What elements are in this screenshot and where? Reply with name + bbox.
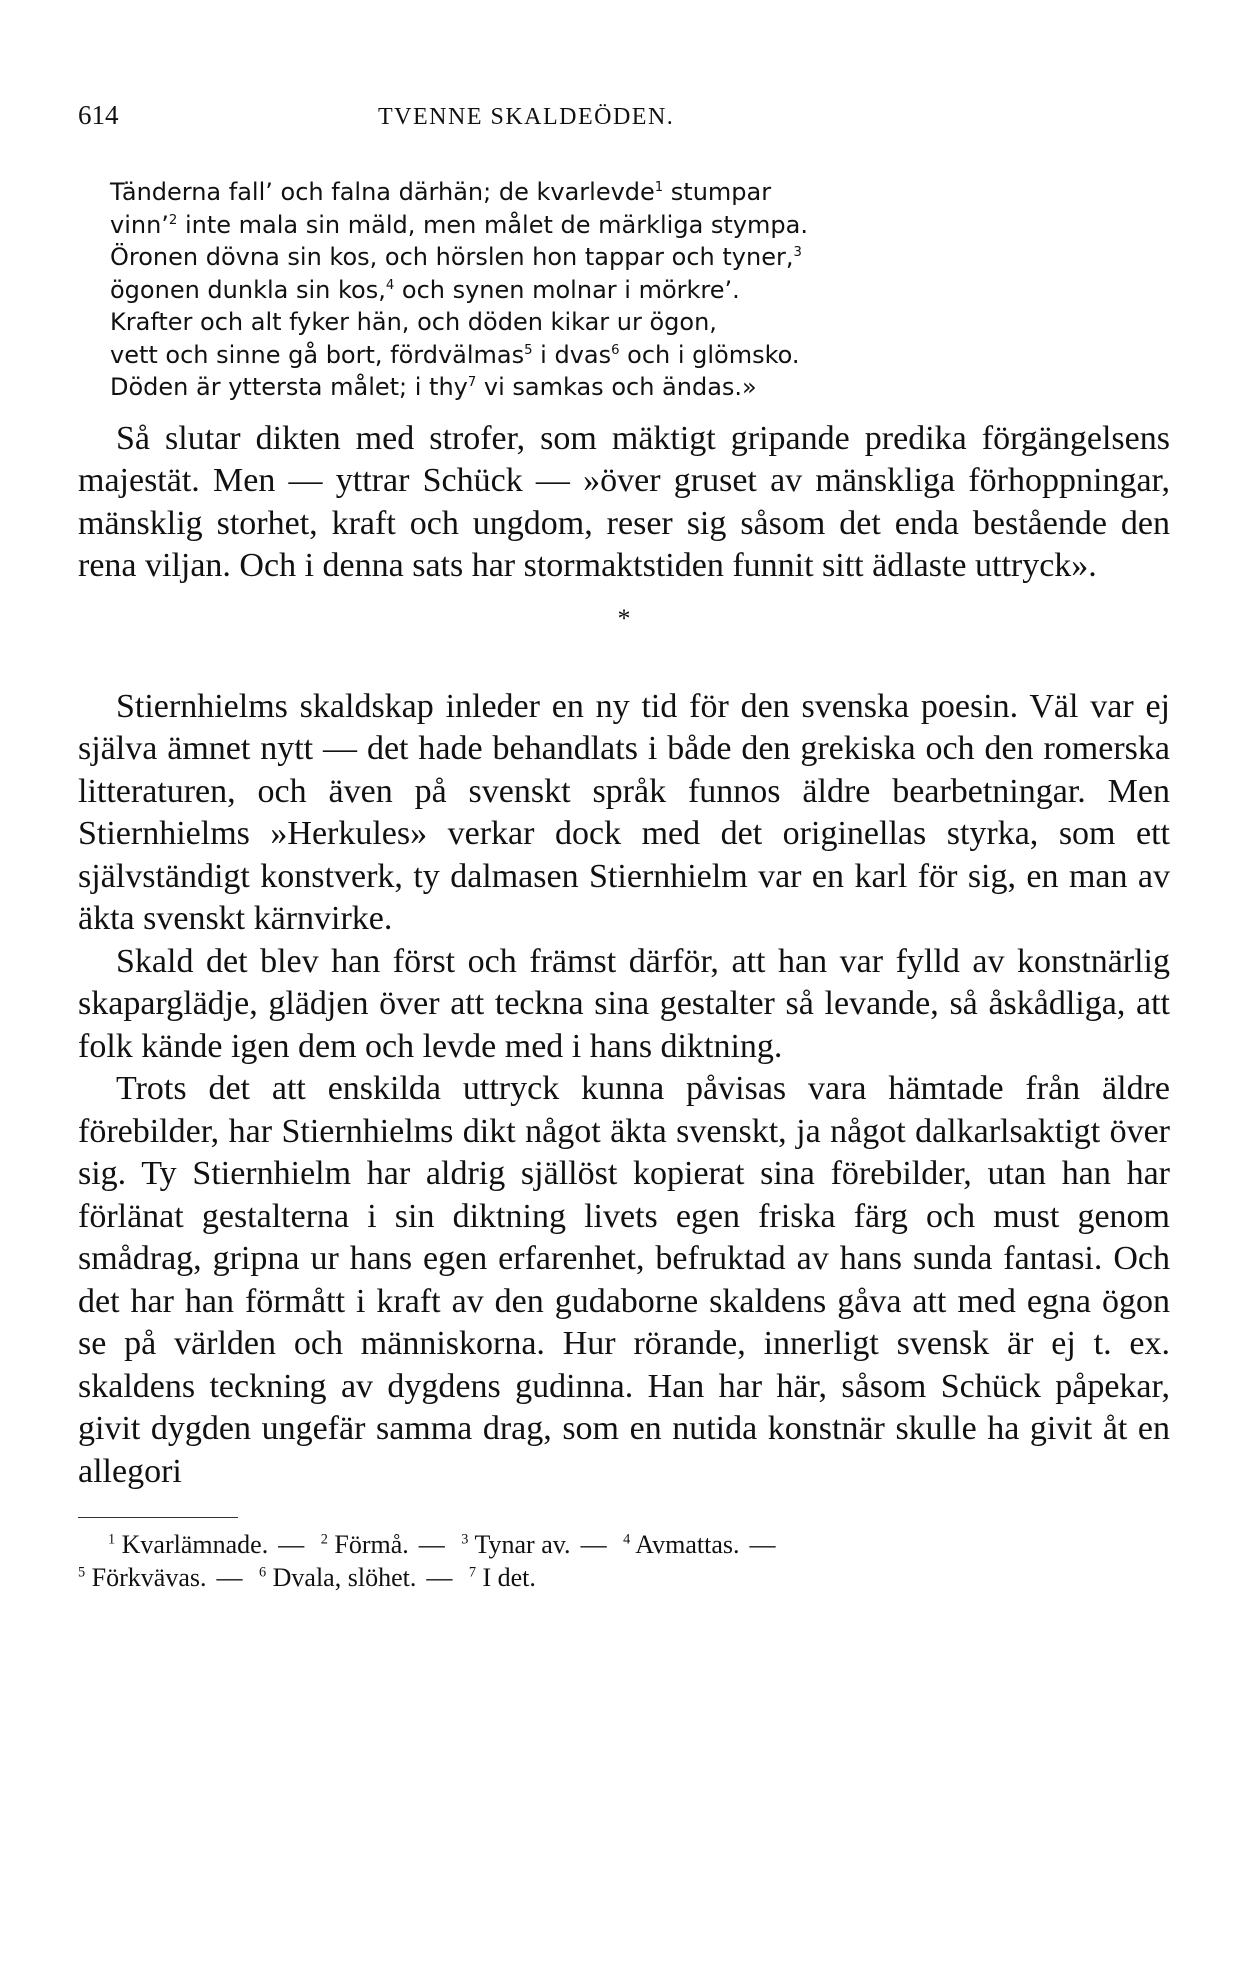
footnote-ref: 5 <box>524 342 533 358</box>
footnote-text: Avmattas. <box>635 1530 740 1559</box>
footnote-ref: 3 <box>793 245 802 260</box>
poem-line: Öronen dövna sin kos, och hörslen hon tappar och tyner,$^3$ <box>110 243 802 271</box>
footnote-ref: 2 <box>168 212 178 228</box>
poem-line: vinn’$^2$ inte mala sin mäld, men målet de märkliga stympa. <box>110 210 808 239</box>
section-separator-asterisk: * <box>617 603 631 633</box>
paragraph: Så slutar dikten med strofer, som mäktigt gripande predika förgängelsens majestät. Men — yttrar Schück — »över gruset av mänskliga förhoppningar, mänsklig storhet, kraft och ungdom, reser sig såsom det enda bestående den rena viljan. Och i denna sats har stormaktstiden funnit sitt ädlaste uttryck». <box>78 419 1170 584</box>
footnotes <box>78 1528 1170 1594</box>
footnote-dash: — <box>278 1530 305 1559</box>
footnote-text: Dvala, slöhet. <box>272 1563 417 1592</box>
footnote-ref: 6 <box>611 342 620 358</box>
paragraph: Trots det att enskilda uttryck kunna påvisas vara hämtade från äldre förebilder, har Stiernhielms dikt något äkta svenskt, ja något dalkarlsaktigt över sig. Ty Stiernhielm har aldrig själlöst kopierat sina förebilder, utan han har förlänat gestalterna i sin diktning livets egen friska färg och must genom smådrag, gripna ur hans egen erfarenhet, befruktad av hans sunda fantasi. Och det har han förmått i kraft av den gudaborne skaldens gåva att med egna ögon se på världen och människorna. Hur rörande, innerligt svensk är ej t. ex. skaldens teckning av dygdens gudinna. Han har här, såsom Schück påpekar, givit dygden ungefär samma drag, som en nutida konstnär skulle ha givit åt en allegori <box>78 1070 1170 1490</box>
footnote-dash: — <box>426 1563 453 1592</box>
footnote-number: 2 <box>320 1531 328 1548</box>
footnote-number: 7 <box>468 1564 476 1581</box>
poem-line: Döden är yttersta målet; i thy$^7$ vi samkas och ändas.» <box>110 373 757 401</box>
poem-line: vett och sinne gå bort, fördvälmas$^5$ i dvas$^6$ och i glömsko. <box>110 340 800 369</box>
footnote-number: 5 <box>78 1564 86 1581</box>
running-title: TVENNE SKALDEÖDEN. <box>378 104 675 130</box>
footnote-ref: 1 <box>654 180 664 195</box>
footnote-divider <box>78 1517 238 1518</box>
footnote-dash: — <box>580 1530 607 1559</box>
footnote-line <box>78 1561 1170 1594</box>
footnote-dash: — <box>418 1530 445 1559</box>
footnote-number: 3 <box>461 1531 469 1548</box>
poem-quotation <box>110 176 1170 404</box>
footnote-text: Kvarlämnade. <box>121 1530 269 1559</box>
footnote-dash: — <box>216 1563 243 1592</box>
poem-line: Krafter och alt fyker hän, och döden kikar ur ögon, <box>110 308 717 336</box>
page-header <box>78 100 1170 140</box>
book-page <box>78 100 1170 1594</box>
footnote-number: 1 <box>108 1531 116 1548</box>
footnote-number: 4 <box>623 1531 631 1548</box>
footnote-ref: 7 <box>467 375 477 390</box>
footnote-number: 6 <box>258 1564 267 1581</box>
footnote-ref: 4 <box>385 277 395 293</box>
footnote-dash: — <box>749 1530 776 1559</box>
footnote-text: Förkvävas. <box>91 1563 207 1592</box>
body-text <box>78 418 1170 1494</box>
poem-line: Tänderna fall’ och falna därhän; de kvarlevde$^1$ stumpar <box>110 178 772 206</box>
footnote-text: Tynar av. <box>474 1530 571 1559</box>
poem-line: ögonen dunkla sin kos,$^4$ och synen molnar i mörkre’. <box>110 275 740 304</box>
footnote-line <box>108 1528 1170 1561</box>
paragraph: Stiernhielms skaldskap inleder en ny tid för den svenska poesin. Väl var ej själva ämnet nytt — det hade behandlats i både den grekiska och den romerska litteraturen, och även på svenskt språk funnos äldre bearbetningar. Men Stiernhielms »Herkules» verkar dock med det originellas styrka, som ett självständigt konstverk, ty dalmasen Stiernhielm var en karl för sig, en man av äkta svenskt kärnvirke. <box>78 687 1170 937</box>
footnote-text: I det. <box>482 1563 536 1592</box>
footnote-text: Förmå. <box>334 1530 409 1559</box>
page-number: 614 <box>78 100 119 130</box>
paragraph: Skald det blev han först och främst därför, att han var fylld av konstnärlig skaparglädje, glädjen över att teckna sina gestalter så levande, så åskådliga, att folk kände igen dem och levde med i hans diktning. <box>78 942 1170 1065</box>
